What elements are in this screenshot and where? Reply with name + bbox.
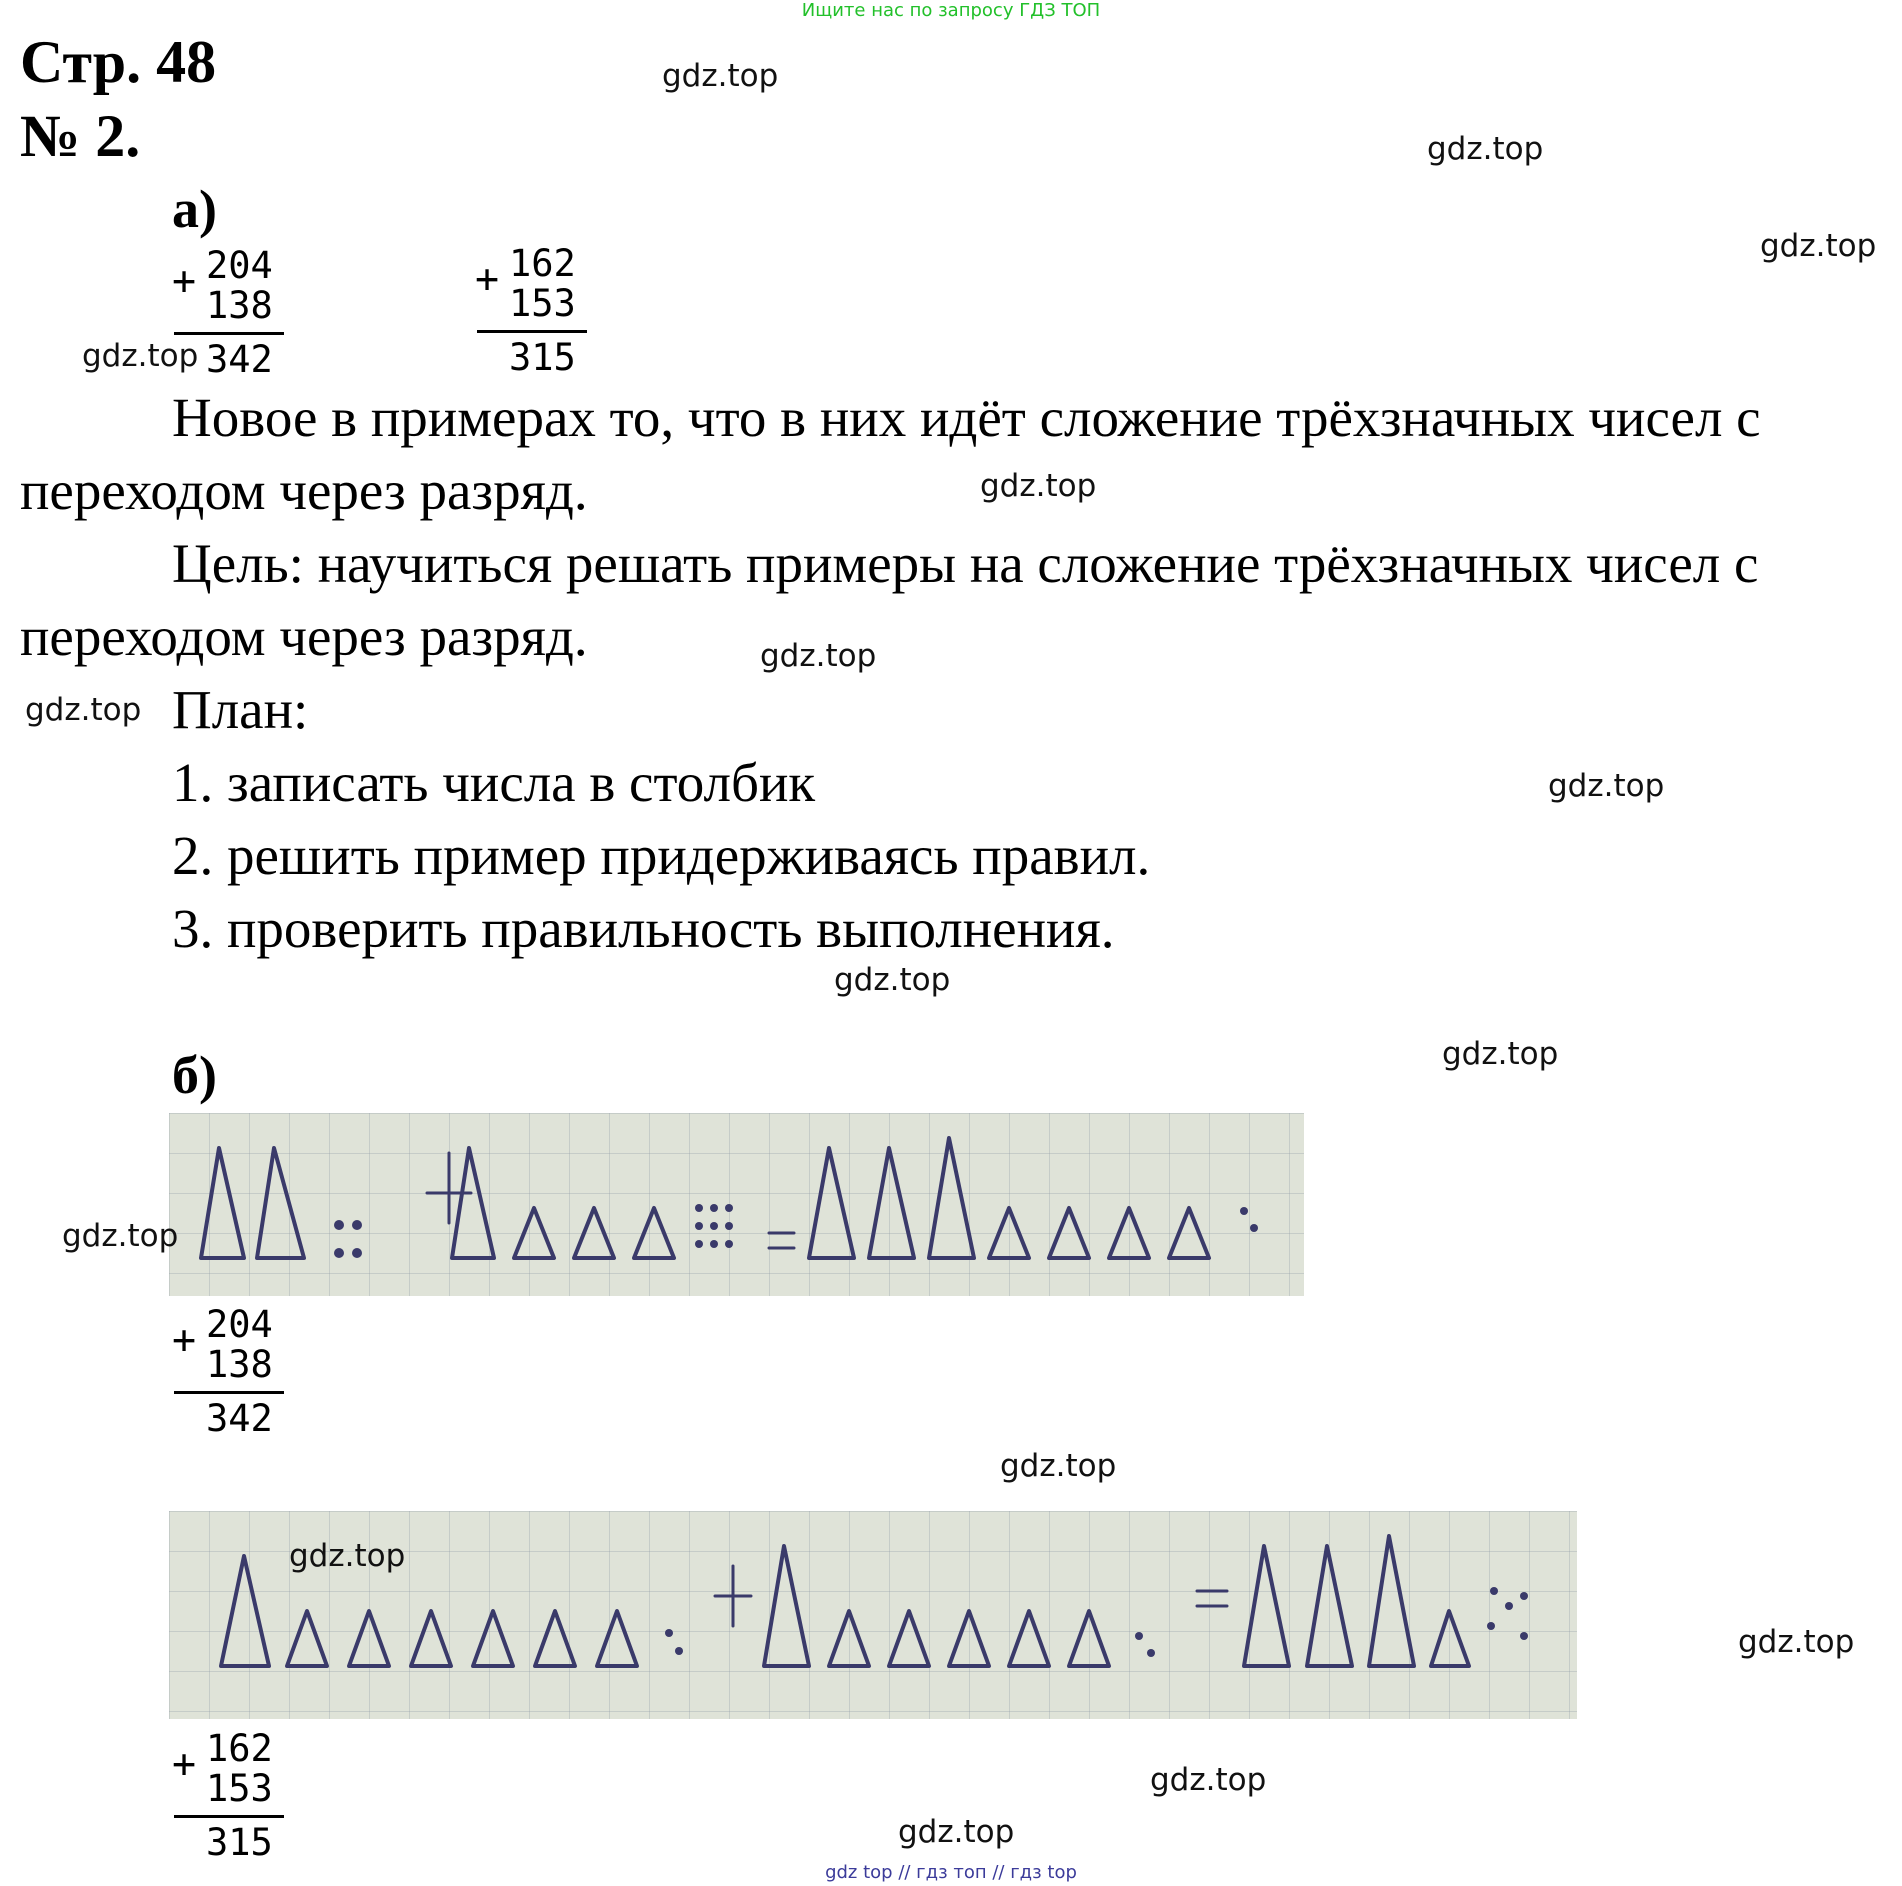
watermark: gdz.top [662, 58, 779, 94]
watermark: gdz.top [1150, 1762, 1267, 1798]
addend-bottom: 138 [206, 284, 273, 327]
drawing-1-svg [169, 1113, 1304, 1296]
sum-result: 342 [206, 338, 273, 381]
plan-title: План: [172, 679, 309, 740]
addend-bottom: 153 [509, 282, 576, 325]
watermark: gdz.top [898, 1814, 1015, 1850]
watermark: gdz.top [1548, 768, 1665, 804]
sum-line [174, 332, 284, 335]
part-a-label: а) [172, 179, 217, 239]
watermark: gdz.top [760, 638, 877, 674]
plus-sign: + [475, 256, 500, 302]
watermark: gdz.top [1427, 131, 1544, 167]
sum-line [477, 330, 587, 333]
part-b-label: б) [172, 1045, 217, 1105]
column-addition-4 [172, 1727, 312, 1864]
sum-result: 315 [206, 1821, 273, 1864]
addend-top: 204 [206, 1303, 273, 1346]
watermark: gdz.top [1000, 1448, 1117, 1484]
sum-result: 342 [206, 1397, 273, 1440]
paragraph-2-line-1: Цель: научиться решать примеры на сложение трёхзначных чисел с [172, 533, 1759, 594]
addend-top: 162 [206, 1727, 273, 1770]
footer-links[interactable]: gdz top // гдз топ // гдз top [825, 1862, 1077, 1883]
watermark: gdz.top [1760, 228, 1877, 264]
paragraph-2-line-2: переходом через разряд. [20, 606, 588, 667]
watermark: gdz.top [62, 1218, 179, 1254]
top-banner[interactable]: Ищите нас по запросу ГДЗ ТОП [801, 0, 1101, 21]
addend-bottom: 153 [206, 1767, 273, 1810]
paragraph-1-line-2: переходом через разряд. [20, 460, 588, 521]
plan-item-1: 1. записать числа в столбик [172, 752, 816, 813]
sum-line [174, 1815, 284, 1818]
watermark: gdz.top [1442, 1036, 1559, 1072]
task-number: № 2. [20, 103, 141, 169]
watermark: gdz.top [289, 1538, 406, 1574]
addend-top: 162 [509, 242, 576, 285]
watermark: gdz.top [1738, 1624, 1855, 1660]
page-title: Стр. 48 [20, 29, 217, 95]
plus-sign: + [172, 1317, 197, 1363]
sum-result: 315 [509, 336, 576, 379]
plan-item-3: 3. проверить правильность выполнения. [172, 898, 1115, 959]
addend-top: 204 [206, 244, 273, 287]
plus-sign: + [172, 1741, 197, 1787]
addend-bottom: 138 [206, 1343, 273, 1386]
paragraph-1-line-1: Новое в примерах то, что в них идёт сложение трёхзначных чисел с [172, 387, 1761, 448]
column-addition-2 [475, 242, 615, 379]
watermark: gdz.top [980, 468, 1097, 504]
column-addition-3 [172, 1303, 312, 1440]
sum-line [174, 1391, 284, 1394]
plus-sign: + [172, 258, 197, 304]
plan-item-2: 2. решить пример придерживаясь правил. [172, 825, 1151, 886]
watermark: gdz.top [82, 338, 199, 374]
watermark: gdz.top [25, 692, 142, 728]
watermark: gdz.top [834, 962, 951, 998]
handwritten-drawing-1 [169, 1113, 1304, 1296]
